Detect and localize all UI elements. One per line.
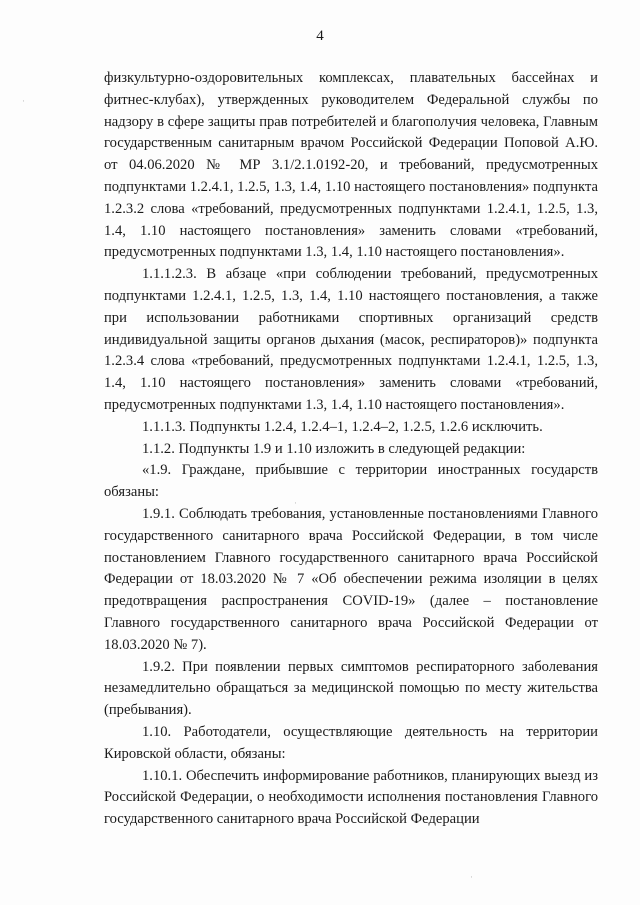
paragraph-1-9-1: 1.9.1. Соблюдать требования, установленные постановлениями Главного государственного санитарного врача Российской Федерации, в том числе постановлением Главного государственного санитарного врача Российской Федерации от 18.03.2020 № 7 «Об обеспечении режима изоляции в целях предотвращения распространения COVID-19» (далее – постановление Главного государственного санитарного врача Российской Федерации от 18.03.2020 № 7).: [104, 505, 598, 653]
paragraph-1-1-1-2-3: 1.1.1.2.3. В абзаце «при соблюдении требований, предусмотренных подпунктами 1.2.4.1, 1.2.5, 1.3, 1.4, 1.10 настоящего постановления, а также при использовании работниками спортивных организаций средств индивидуальной защиты органов дыхания (масок, респираторов)» подпункта 1.2.3.4 слова «требований, предусмотренных подпунктами 1.2.4.1, 1.2.5, 1.3, 1.4, 1.10 настоящего постановления» заменить словами «требований, предусмотренных подпунктами 1.3, 1.4, 1.10 настоящего постановления».: [104, 266, 598, 413]
scan-speck: ·: [294, 498, 297, 508]
paragraph-1-10-1: 1.10.1. Обеспечить информирование работников, планирующих выезд из Российской Федерации, о необходимости исполнения постановления Главного государственного санитарного врача Российской Федерации: [104, 767, 598, 828]
paragraph-1-1-2: 1.1.2. Подпункты 1.9 и 1.10 изложить в следующей редакции:: [142, 440, 526, 457]
paragraph-1-9-2: 1.9.2. При появлении первых симптомов респираторного заболевания незамедлительно обращаться за медицинской помощью по месту жительства (пребывания).: [104, 658, 598, 719]
scan-speck: ·: [22, 96, 25, 106]
paragraph-1-9: «1.9. Граждане, прибывшие с территории иностранных государств обязаны:: [104, 462, 598, 501]
page-number: 4: [316, 28, 324, 44]
paragraph-1-10: 1.10. Работодатели, осуществляющие деятельность на территории Кировской области, обязаны:: [104, 723, 598, 762]
document-body: [104, 68, 598, 831]
scan-speck: ·: [470, 872, 473, 882]
paragraph-1-1-1-3: 1.1.1.3. Подпункты 1.2.4, 1.2.4–1, 1.2.4–2, 1.2.5, 1.2.6 исключить.: [142, 418, 543, 435]
paragraph-continuation: физкультурно-оздоровительных комплексах, плавательных бассейнах и фитнес-клубах), утвержденных руководителем Федеральной службы по надзору в сфере защиты прав потребителей и благополучия человека, Главным государственным санитарным врачом Российской Федерации Поповой А.Ю. от 04.06.2020 № МР 3.1/2.1.0192-20, и требований, предусмотренных подпунктами 1.2.4.1, 1.2.5, 1.3, 1.4, 1.10 настоящего постановления» подпункта 1.2.3.2 слова «требований, предусмотренных подпунктами 1.2.4.1, 1.2.5, 1.3, 1.4, 1.10 настоящего постановления» заменить словами «требований, предусмотренных подпунктами 1.3, 1.4, 1.10 настоящего постановления».: [104, 70, 598, 261]
